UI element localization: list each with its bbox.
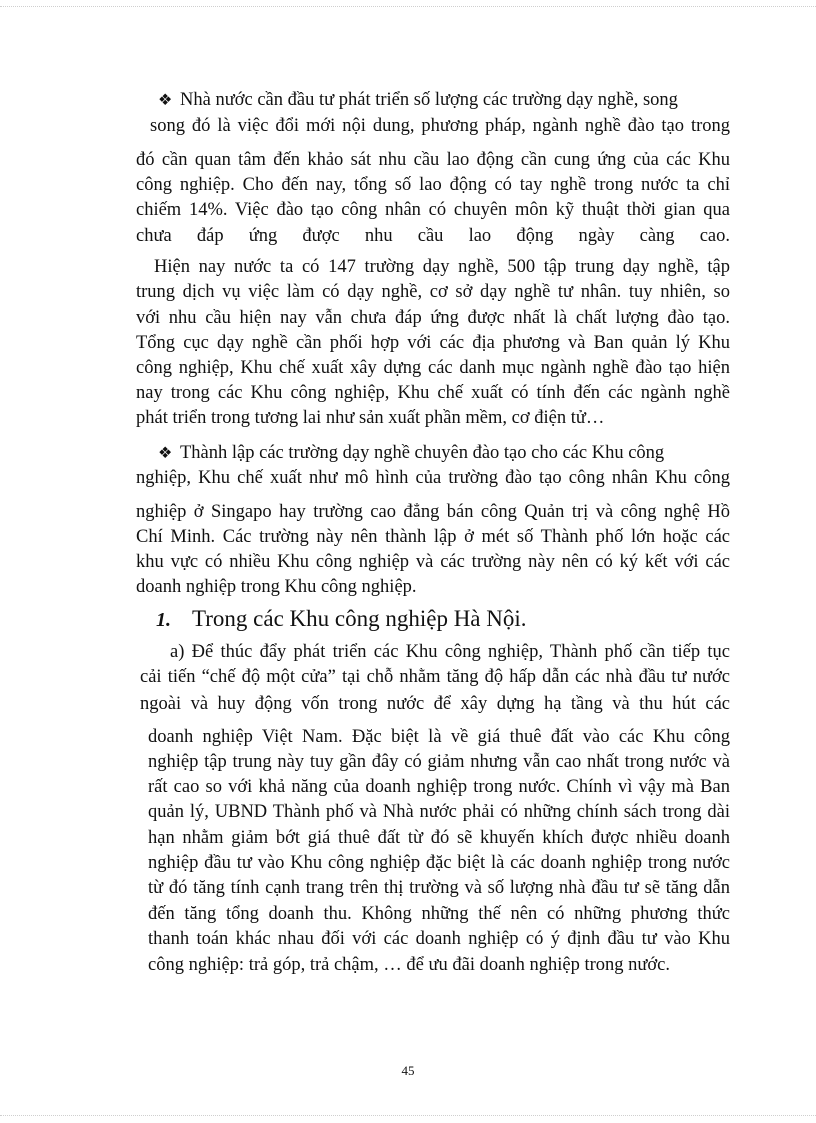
text-line: nghiệp đầu tư vào Khu công nghiệp đặc biệt là các doanh nghiệp trong nước xyxy=(148,853,730,873)
text-line: công nghiệp, Khu chế xuất xây dựng các danh mục ngành nghề đào tạo hiện xyxy=(136,358,730,378)
text-line: chiếm 14%. Việc đào tạo công nhân có chuyên môn kỹ thuật thời gian qua xyxy=(136,200,730,220)
page-bottom-border xyxy=(0,1115,816,1117)
text-line: khu vực có nhiều Khu công nghiệp và các trường này nên có ký kết với các xyxy=(136,552,730,572)
text-line: với nhu cầu hiện nay vẫn chưa đáp ứng được nhất là chất lượng đào tạo. xyxy=(136,308,730,328)
text-line: nghiệp ở Singapo hay trường cao đẳng bán công Quản trị và công nghệ Hồ xyxy=(136,502,730,522)
text-line: ngoài và huy động vốn trong nước để xây dựng hạ tầng và thu hút các xyxy=(140,694,730,714)
text-line: công nghiệp: trả góp, trả chậm, … để ưu đãi doanh nghiệp trong nước. xyxy=(148,955,671,975)
text-line: Hiện nay nước ta có 147 trường dạy nghề, 500 tập trung dạy nghề, tập xyxy=(154,257,730,277)
text-line: a) Để thúc đẩy phát triển các Khu công nghiệp, Thành phố cần tiếp tục xyxy=(170,642,730,662)
text-line: nghiệp tập trung này tuy gần đây có giảm nhưng vẫn cao nhất trong nước và xyxy=(148,752,730,772)
diamond-bullet-icon: ❖ xyxy=(158,92,173,109)
text-line: Tổng cục dạy nghề cần phối hợp với các địa phương và Ban quản lý Khu xyxy=(136,333,730,353)
text-line: nghiệp, Khu chế xuất như mô hình của trường đào tạo công nhân Khu công xyxy=(136,468,730,488)
text-line: thanh toán khác nhau đối với các doanh nghiệp có ý định đầu tư vào Khu xyxy=(148,929,730,949)
section-heading xyxy=(156,604,527,635)
heading-number: 1. xyxy=(156,609,171,631)
text-line: đến tăng tổng doanh thu. Không những thế nên có những phương thức xyxy=(148,904,730,924)
text-line: đó cần quan tâm đến khảo sát nhu cầu lao động cần cung ứng của các Khu xyxy=(136,150,730,170)
text-line: ❖ Thành lập các trường dạy nghề chuyên đào tạo cho các Khu công xyxy=(158,441,730,466)
text-line: doanh nghiệp trong Khu công nghiệp. xyxy=(136,577,417,597)
page-number: 45 xyxy=(401,1063,415,1078)
heading-text: Trong các Khu công nghiệp Hà Nội. xyxy=(192,606,527,631)
text-line: chưa đáp ứng được nhu cầu lao động ngày càng cao. xyxy=(136,226,730,246)
text-line: ❖ Nhà nước cần đầu tư phát triển số lượng các trường dạy nghề, song xyxy=(158,88,730,113)
text-line: doanh nghiệp Việt Nam. Đặc biệt là về giá thuê đất vào các Khu công xyxy=(148,727,730,747)
text-line: song đó là việc đổi mới nội dung, phương pháp, ngành nghề đào tạo trong xyxy=(150,116,730,136)
text-line: nay trong các Khu công nghiệp, Khu chế xuất có tính đến các ngành nghề xyxy=(136,383,730,403)
text-line: từ đó tăng tính cạnh trang trên thị trường và số lượng nhà đầu tư sẽ tăng dẫn xyxy=(148,878,730,898)
text-line: hạn nhằm giảm bớt giá thuê đất từ đó sẽ khuyến khích được nhiều doanh xyxy=(148,828,730,848)
text-line: phát triển trong tương lai như sản xuất phần mềm, cơ điện tử… xyxy=(136,408,605,428)
text-line: rất cao so với khả năng của doanh nghiệp trong nước. Chính vì vậy mà Ban xyxy=(148,777,730,797)
diamond-bullet-icon: ❖ xyxy=(158,445,173,462)
text-line: cải tiến “chế độ một cửa” tại chỗ nhằm tăng độ hấp dẫn các nhà đầu tư nước xyxy=(140,667,730,687)
text-line: Chí Minh. Các trường này nên thành lập ở mét số Thành phố lớn hoặc các xyxy=(136,527,730,547)
text-line: quản lý, UBND Thành phố và Nhà nước phải có những chính sách trong dài xyxy=(148,802,730,822)
text-line: công nghiệp. Cho đến nay, tổng số lao động có tay nghề trong nước ta chỉ xyxy=(136,175,730,195)
page-top-border xyxy=(0,6,816,8)
text-line: trung dịch vụ việc làm có dạy nghề, cơ sở dạy nghề tư nhân. tuy nhiên, so xyxy=(136,282,730,302)
